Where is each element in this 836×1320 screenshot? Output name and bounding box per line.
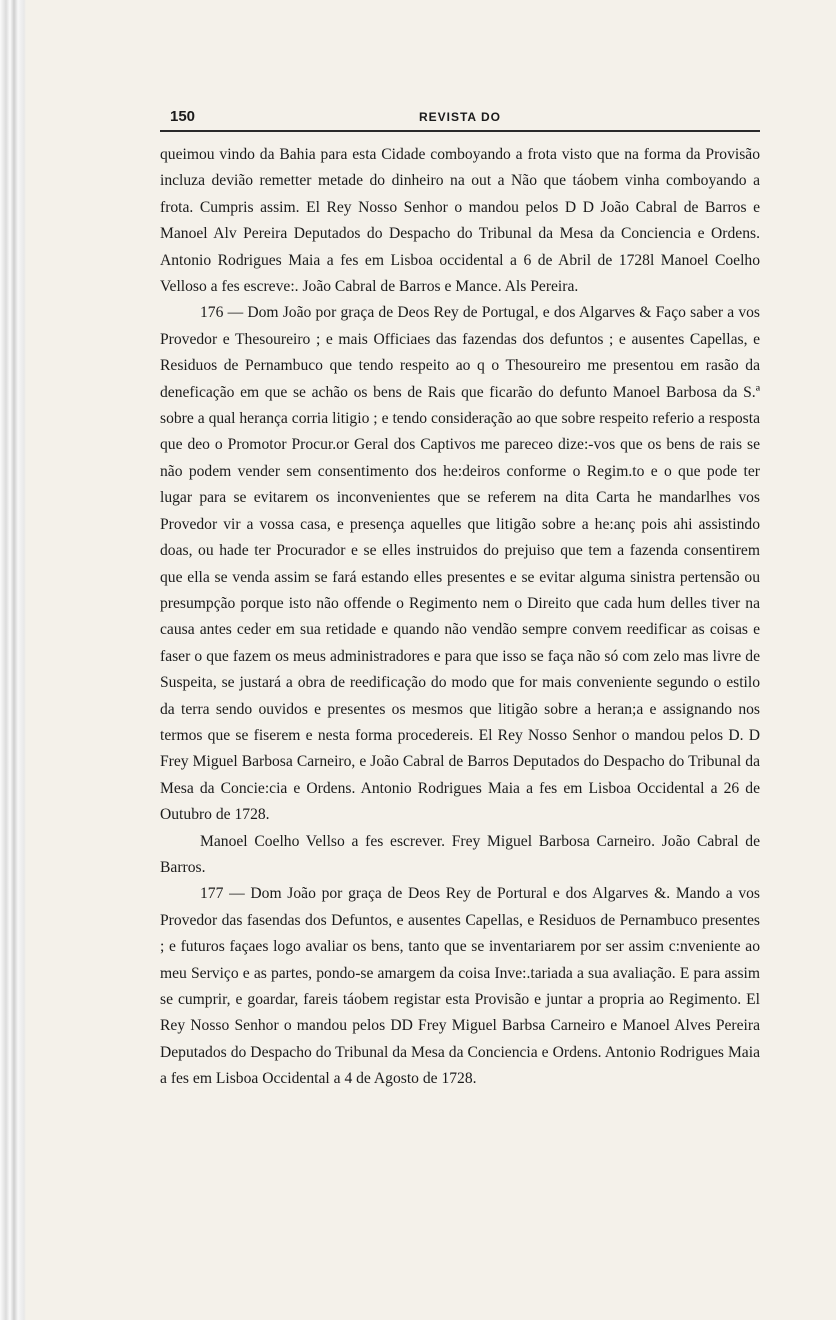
page-body xyxy=(160,142,760,1093)
document-page xyxy=(160,108,760,1093)
page-number: 150 xyxy=(170,108,196,125)
paragraph-176: 176 — Dom João por graça de Deos Rey de Portugal, e dos Algarves & Faço saber a vos Provedor e Thesoureiro ; e mais Officiaes das fazendas dos defuntos ; e ausentes Capellas, e Residuos de Pernambuco que tendo respeito ao q o Thesoureiro me presentou em rasão da deneficação em que se achão os bens de Rais que ficarão do defunto Manoel Barbosa da S.ª sobre a qual herança corria litigio ; e tendo consideração ao que sobre respeito referio a resposta que deo o Promotor Procur.or Geral dos Captivos me pareceo dize:-vos que os bens de rais se não podem vender sem consentimento dos he:deiros conforme o Regim.to e o que pode ter lugar para se evitarem os inconvenientes que se referem na dita Carta he mandarlhes vos Provedor vir a vossa casa, e presença aquelles que litigão sobre a he:anç pois ahi assistindo doas, ou hade ter Procurador e se elles instruidos do prejuiso que tem a fazenda consentirem que ella se venda assim se fará estando elles presentes e se evitar alguma sinistra pertensão ou presumpção porque isto não offende o Regimento nem o Direito que cada hum delles tiver na causa antes ceder em sua retidade e quando não vendão sempre convem reedificar as coisas e faser o que fazem os meus administradores e para que isso se faça não só com zelo mas livre de Suspeita, se justará a obra de reedificação do modo que for mais conveniente segundo o estilo da terra sendo ouvidos e presentes os mesmos que litigão sobre a heran;a e assignando nos termos que se fiserem e nesta forma procedereis. El Rey Nosso Senhor o mandou pelos D. D Frey Miguel Barbosa Carneiro, e João Cabral de Barros Deputados do Despacho do Tribunal da Mesa da Concie:cia e Ordens. Antonio Rodrigues Maia a fes em Lisboa Occidental a 26 de Outubro de 1728. xyxy=(160,304,760,824)
page-binding-edge xyxy=(0,0,26,1320)
running-title: REVISTA DO xyxy=(418,110,501,124)
page-header xyxy=(160,108,760,132)
paragraph-signatories: Manoel Coelho Vellso a fes escrever. Frey Miguel Barbosa Carneiro. João Cabral de Barros. xyxy=(160,832,760,876)
paragraph-177: 177 — Dom João por graça de Deos Rey de Portural e dos Algarves &. Mando a vos Provedor das fasendas dos Defuntos, e ausentes Capellas, e Residuos de Pernambuco presentes ; e futuros façaes logo avaliar os bens, tanto que se inventariarem por ser assim c:nveniente ao meu Serviço e as partes, pondo-se amargem da coisa Inve:.tariada a sua avaliação. E para assim se cumprir, e goardar, fareis táobem registar esta Provisão e juntar a propria ao Regimento. El Rey Nosso Senhor o mandou pelos DD Frey Miguel Barbsa Carneiro e Manoel Alves Pereira Deputados do Despacho do Tribunal da Mesa da Conciencia e Ordens. Antonio Rodrigues Maia a fes em Lisboa Occidental a 4 de Agosto de 1728. xyxy=(160,885,760,1088)
paragraph-continuation: queimou vindo da Bahia para esta Cidade comboyando a frota visto que na forma da Provisão incluza devião remetter metade do dinheiro na out a Não que táobem vinha comboyando a frota. Cumpris assim. El Rey Nosso Senhor o mandou pelos D D João Cabral de Barros e Manoel Alv Pereira Deputados do Despacho do Tribunal da Mesa da Conciencia e Ordens. Antonio Rodrigues Maia a fes em Lisboa occidental a 6 de Abril de 1728l Manoel Coelho Velloso a fes escreve:. João Cabral de Barros e Mance. Als Pereira. xyxy=(160,146,760,296)
